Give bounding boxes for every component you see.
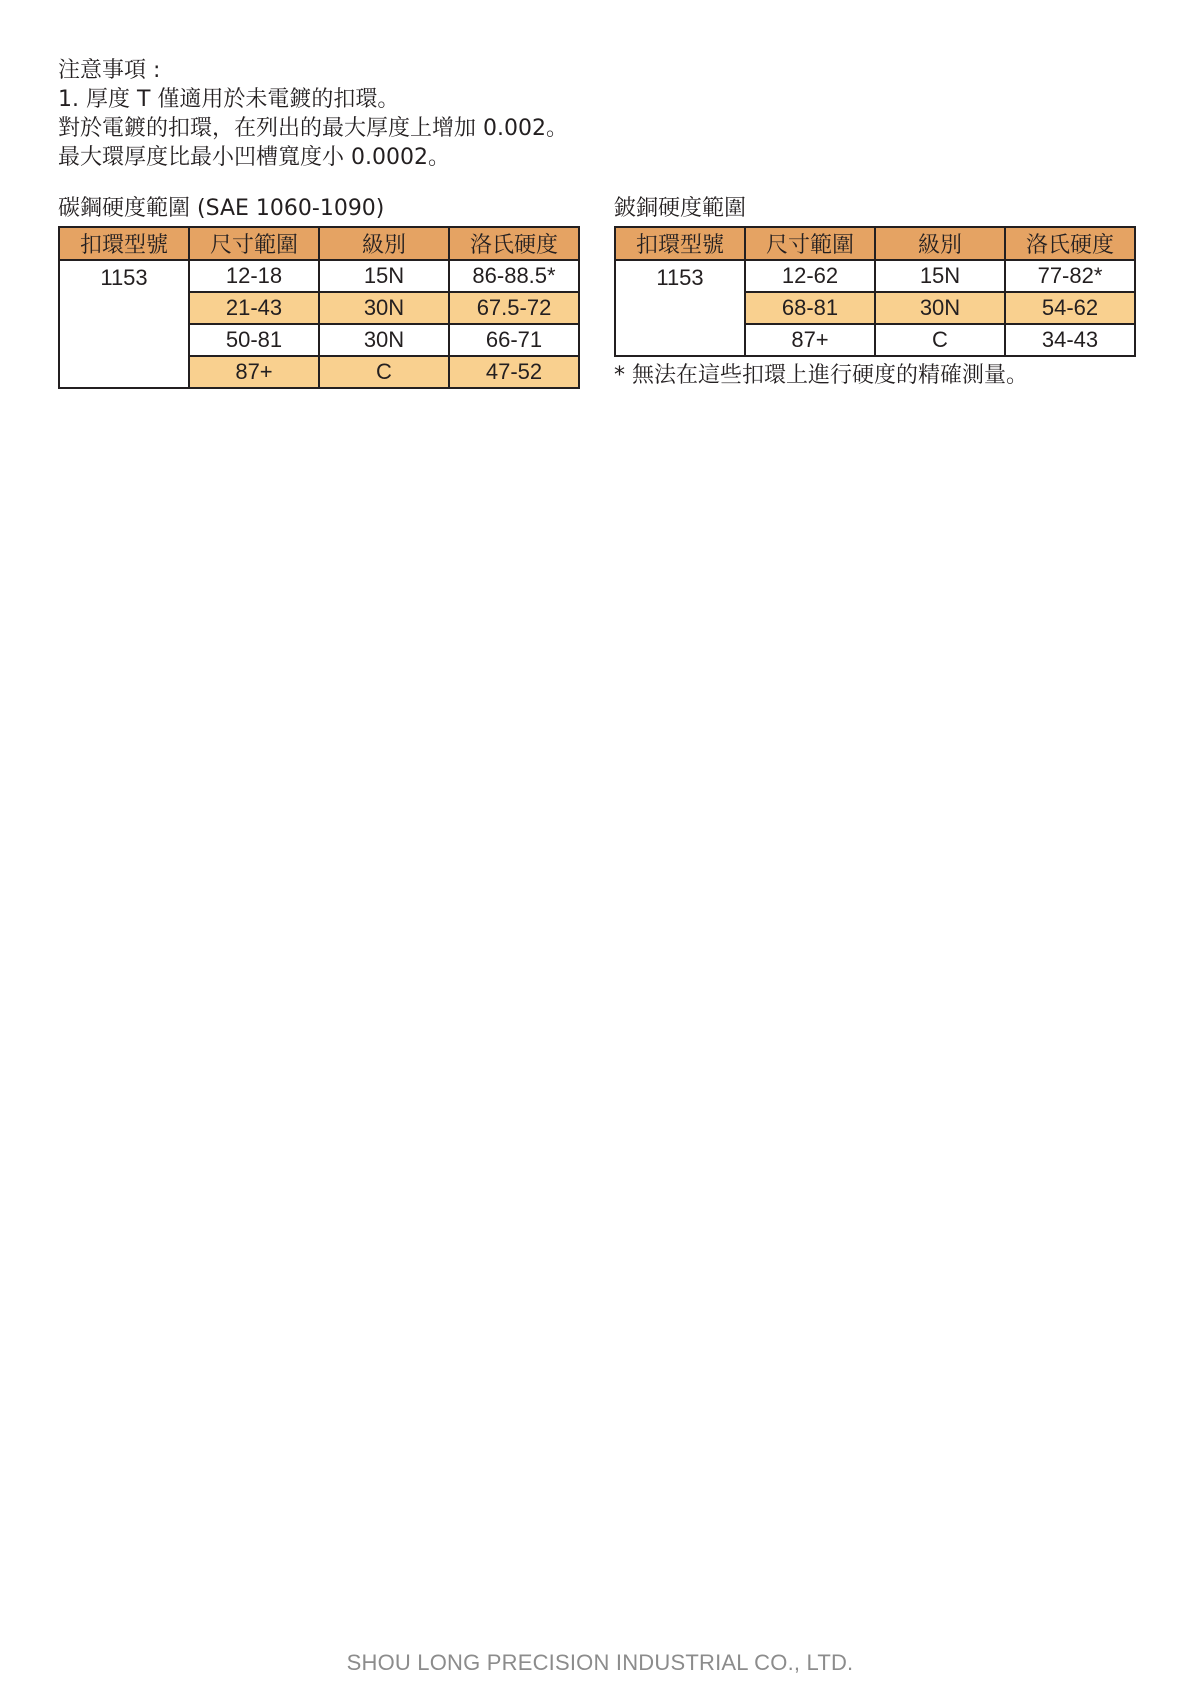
scale-cell: C — [319, 356, 449, 388]
carbon-steel-hardness-block — [58, 196, 580, 389]
size-cell: 50-81 — [189, 324, 319, 356]
column-header-model: 扣環型號 — [615, 227, 745, 260]
table-row — [615, 260, 1135, 292]
scale-cell: 30N — [319, 324, 449, 356]
size-cell: 87+ — [745, 324, 875, 356]
notes-section — [58, 56, 568, 172]
column-header-model: 扣環型號 — [59, 227, 189, 260]
carbon-steel-hardness-table — [58, 226, 580, 389]
note-line-3: 最大環厚度比最小凹槽寬度小 0.0002。 — [58, 145, 450, 170]
size-cell: 12-18 — [189, 260, 319, 292]
column-header-size-range: 尺寸範圍 — [745, 227, 875, 260]
hardness-cell: 47-52 — [449, 356, 579, 388]
table-header-row — [615, 227, 1135, 260]
beryllium-copper-table-title: 鈹銅硬度範圍 — [614, 196, 747, 221]
column-header-rockwell-hardness: 洛氏硬度 — [449, 227, 579, 260]
hardness-footnote: * 無法在這些扣環上進行硬度的精確測量。 — [614, 363, 1028, 388]
scale-cell: 30N — [319, 292, 449, 324]
note-line-2: 對於電鍍的扣環，在列出的最大厚度上增加 0.002。 — [58, 116, 568, 141]
hardness-cell: 34-43 — [1005, 324, 1135, 356]
scale-cell: 30N — [875, 292, 1005, 324]
scale-cell: 15N — [875, 260, 1005, 292]
model-cell: 1153 — [59, 260, 189, 388]
beryllium-copper-hardness-block — [614, 196, 1136, 389]
hardness-cell: 86-88.5* — [449, 260, 579, 292]
model-cell: 1153 — [615, 260, 745, 356]
size-cell: 12-62 — [745, 260, 875, 292]
table-header-row — [59, 227, 579, 260]
hardness-cell: 67.5-72 — [449, 292, 579, 324]
scale-cell: C — [875, 324, 1005, 356]
hardness-cell: 54-62 — [1005, 292, 1135, 324]
notes-heading: 注意事項 : — [58, 58, 161, 83]
size-cell: 68-81 — [745, 292, 875, 324]
size-cell: 87+ — [189, 356, 319, 388]
hardness-cell: 66-71 — [449, 324, 579, 356]
column-header-scale: 級別 — [319, 227, 449, 260]
beryllium-copper-hardness-table — [614, 226, 1136, 357]
column-header-scale: 級別 — [875, 227, 1005, 260]
note-line-1: 1. 厚度 T 僅適用於未電鍍的扣環。 — [58, 87, 400, 112]
table-row — [59, 260, 579, 292]
column-header-rockwell-hardness: 洛氏硬度 — [1005, 227, 1135, 260]
scale-cell: 15N — [319, 260, 449, 292]
company-footer: SHOU LONG PRECISION INDUSTRIAL CO., LTD. — [346, 1650, 854, 1675]
column-header-size-range: 尺寸範圍 — [189, 227, 319, 260]
hardness-cell: 77-82* — [1005, 260, 1135, 292]
carbon-steel-table-title: 碳鋼硬度範圍 (SAE 1060-1090) — [58, 196, 385, 221]
size-cell: 21-43 — [189, 292, 319, 324]
